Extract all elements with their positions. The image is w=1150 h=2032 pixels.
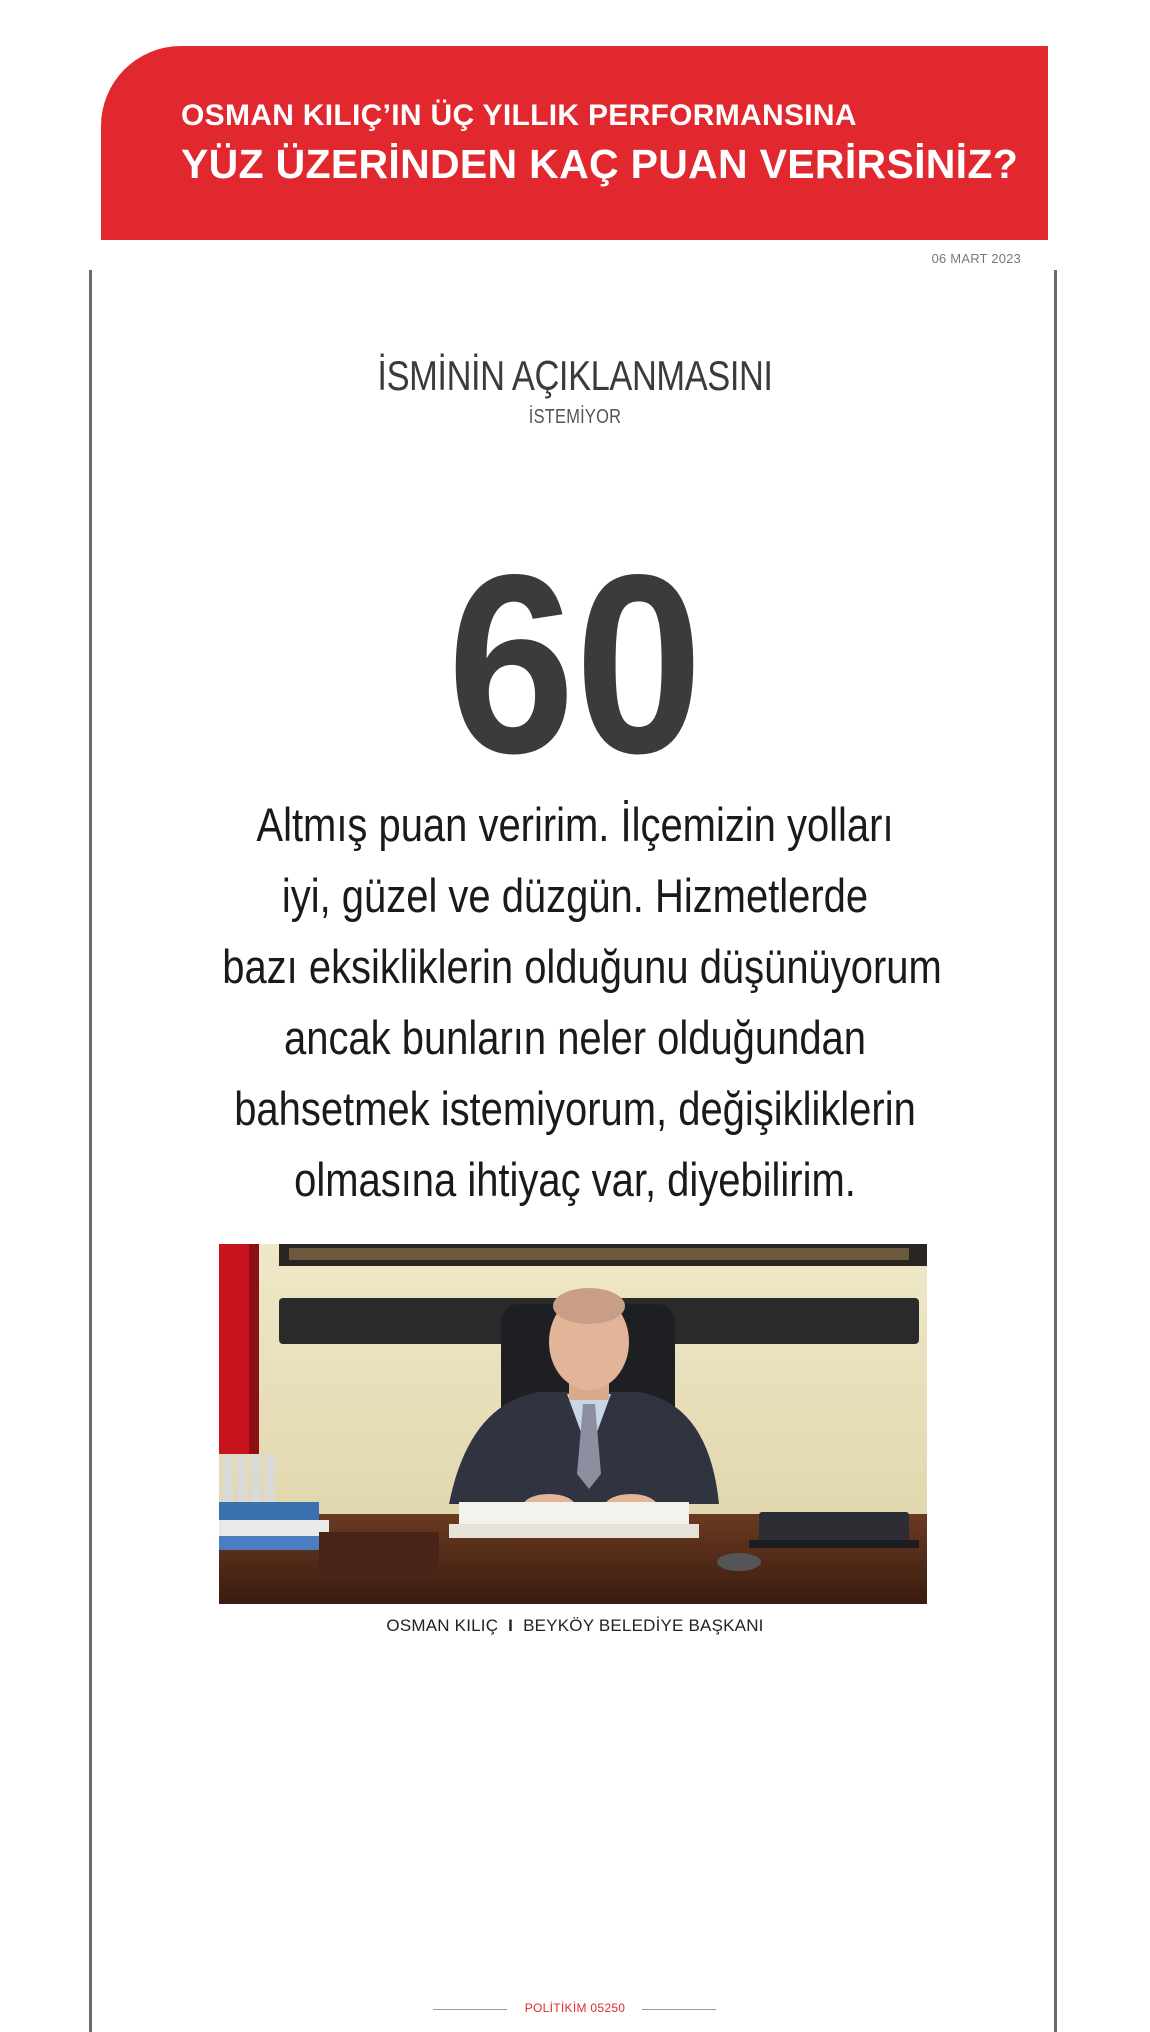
caption-separator: I [508,1616,514,1635]
respondent-note: İSTEMİYOR [528,406,622,428]
quote-line: ancak bunların neler olduğundan [284,1011,866,1064]
caption-title: BEYKÖY BELEDİYE BAŞKANI [523,1616,764,1635]
mayor-photo [219,1244,927,1604]
photo-caption [0,1616,1150,1636]
quote-line: bazı eksikliklerin olduğunu düşünüyorum [222,940,942,993]
caption-name: OSMAN KILIÇ [386,1616,499,1635]
header-banner [101,46,1048,240]
header-question-line1: OSMAN KILIÇ’IN ÜÇ YILLIK PERFORMANSINA [181,99,857,132]
header-question-line2: YÜZ ÜZERİNDEN KAÇ PUAN VERİRSİNİZ? [181,141,1019,187]
respondent-quote [222,789,942,1215]
quote-line: iyi, güzel ve düzgün. Hizmetlerde [281,869,869,922]
quote-line: Altmış puan veririm. İlçemizin yolları [256,798,894,851]
score-value: 60 [447,522,703,807]
publish-date: 06 MART 2023 [931,251,1021,266]
footer-page-label: POLİTİKİM 05250 [524,2001,626,2015]
quote-line: olmasına ihtiyaç var, diyebilirim. [294,1153,856,1206]
quote-line: bahsetmek istemiyorum, değişikliklerin [234,1082,916,1135]
respondent-name: İSMİNİN AÇIKLANMASINI [377,352,773,399]
